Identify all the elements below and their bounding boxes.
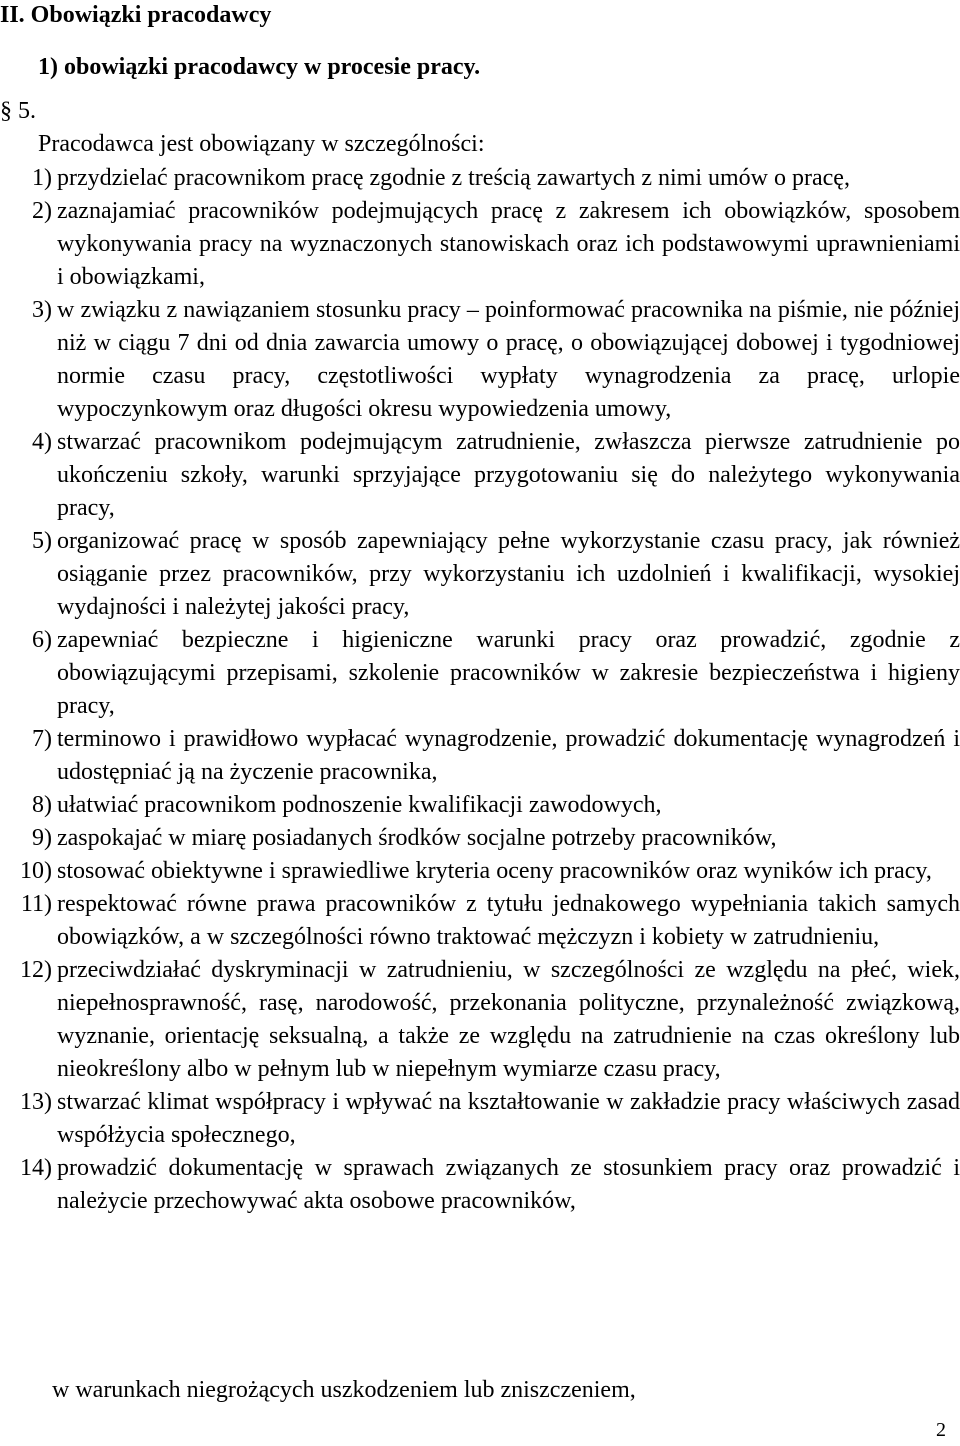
list-item-text: prowadzić dokumentację w sprawach związanych ze stosunkiem pracy oraz prowadzić i należycie przechowywać akta osobowe pracowników, xyxy=(57,1155,960,1214)
list-item-text: organizować pracę w sposób zapewniający pełne wykorzystanie czasu pracy, jak również osiąganie przez pracowników, przy wykorzystaniu ich uzdolnień i kwalifikacji, wysokiej wydajności i należytej jakości pracy, xyxy=(57,528,960,620)
list-item xyxy=(0,789,960,822)
closing-line: w warunkach niegrożących uszkodzeniem lub zniszczeniem, xyxy=(52,1377,636,1403)
list-item-text: przydzielać pracownikom pracę zgodnie z treścią zawartych z nimi umów o pracę, xyxy=(57,165,850,191)
obligations-list xyxy=(0,162,960,1218)
list-item-number: 7) xyxy=(32,726,52,752)
list-item-text: respektować równe prawa pracowników z tytułu jednakowego wypełniania takich samych obowiązków, a w szczególności równo traktować mężczyzn i kobiety w zatrudnieniu, xyxy=(57,891,960,950)
list-item xyxy=(0,855,960,888)
list-item-number: 4) xyxy=(32,429,52,455)
list-item-text: zaspokajać w miarę posiadanych środków socjalne potrzeby pracowników, xyxy=(57,825,777,851)
chapter-heading: II. Obowiązki pracodawcy xyxy=(0,2,272,28)
section-mark: § 5. xyxy=(0,98,36,124)
list-item-number: 14) xyxy=(20,1155,52,1181)
list-item-number: 2) xyxy=(32,198,52,224)
list-item-text: przeciwdziałać dyskryminacji w zatrudnieniu, w szczególności ze względu na płeć, wiek, niepełnosprawność, rasę, narodowość, przekonania polityczne, przynależność związkową, wyznanie, orientację seksualną, a także ze względu na zatrudnienie na czas określony lub nieokreślony albo w pełnym lub w niepełnym wymiarze czasu pracy, xyxy=(57,957,960,1082)
list-item xyxy=(0,954,960,1086)
list-item xyxy=(0,426,960,525)
list-item-number: 10) xyxy=(20,858,52,884)
list-item-text: stwarzać pracownikom podejmującym zatrudnienie, zwłaszcza pierwsze zatrudnienie po ukończeniu szkoły, warunki sprzyjające przygotowaniu się do należytego wykonywania pracy, xyxy=(57,429,960,521)
list-item xyxy=(0,525,960,624)
list-item-text: zapewniać bezpieczne i higieniczne warunki pracy oraz prowadzić, zgodnie z obowiązującymi przepisami, szkolenie pracowników w zakresie bezpieczeństwa i higieny pracy, xyxy=(57,627,960,719)
list-item-text: stwarzać klimat współpracy i wpływać na kształtowanie w zakładzie pracy właściwych zasad współżycia społecznego, xyxy=(57,1089,960,1148)
list-item-number: 8) xyxy=(32,792,52,818)
list-item-number: 9) xyxy=(32,825,52,851)
list-item-text: ułatwiać pracownikom podnoszenie kwalifikacji zawodowych, xyxy=(57,792,662,818)
section-intro: Pracodawca jest obowiązany w szczególności: xyxy=(38,131,485,157)
list-item-text: zaznajamiać pracowników podejmujących pracę z zakresem ich obowiązków, sposobem wykonywania pracy na wyznaczonych stanowiskach oraz ich podstawowymi uprawnieniami i obowiązkami, xyxy=(57,198,960,290)
list-item xyxy=(0,822,960,855)
list-item-number: 3) xyxy=(32,297,52,323)
list-item xyxy=(0,723,960,789)
list-item-text: w związku z nawiązaniem stosunku pracy – poinformować pracownika na piśmie, nie później niż w ciągu 7 dni od dnia zawarcia umowy o pracę, o obowiązującej dobowej i tygodniowej normie czasu pracy, częstotliwości wypłaty wynagrodzenia za pracę, urlopie wypoczynkowym oraz długości okresu wypowiedzenia umowy, xyxy=(57,297,960,422)
list-item xyxy=(0,624,960,723)
list-item xyxy=(0,162,960,195)
list-item-text: stosować obiektywne i sprawiedliwe kryteria oceny pracowników oraz wyników ich pracy, xyxy=(57,858,932,884)
list-item-number: 6) xyxy=(32,627,52,653)
list-item xyxy=(0,294,960,426)
page-number: 2 xyxy=(936,1419,946,1441)
list-item xyxy=(0,195,960,294)
list-item-number: 13) xyxy=(20,1089,52,1115)
list-item-number: 11) xyxy=(20,891,52,917)
subchapter-heading: 1) obowiązki pracodawcy w procesie pracy. xyxy=(38,54,481,80)
list-item xyxy=(0,1086,960,1152)
list-item xyxy=(0,888,960,954)
list-item-text: terminowo i prawidłowo wypłacać wynagrodzenie, prowadzić dokumentację wynagrodzeń i udostępniać ją na życzenie pracownika, xyxy=(57,726,960,785)
list-item xyxy=(0,1152,960,1218)
list-item-number: 12) xyxy=(20,957,52,983)
list-item-number: 5) xyxy=(32,528,52,554)
list-item-number: 1) xyxy=(32,165,52,191)
